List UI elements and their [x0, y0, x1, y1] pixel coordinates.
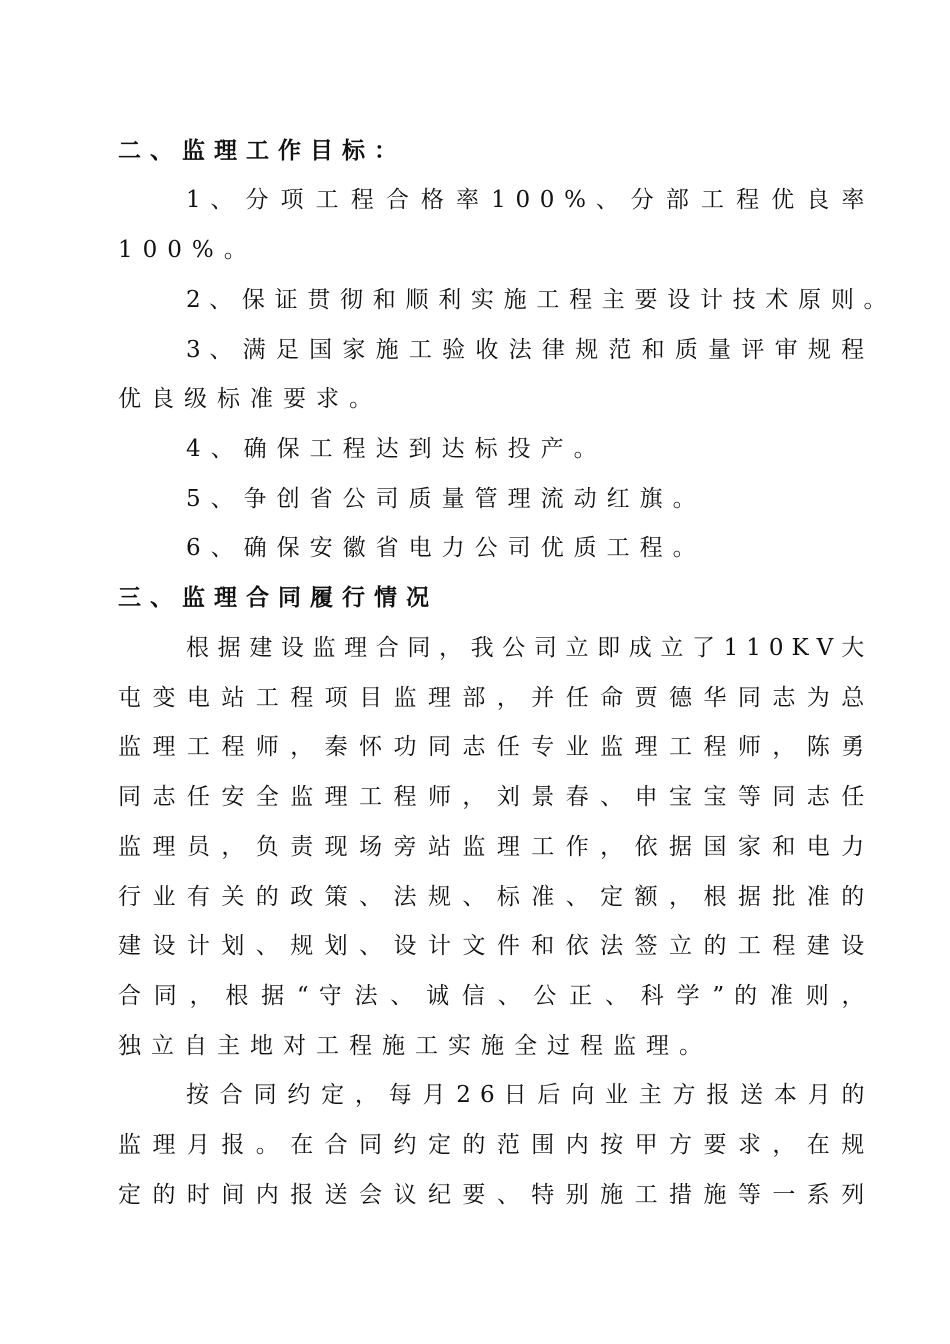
para2-line-1: 按 合 同 约 定 ， 每 月 2 6 日 后 向 业 主 方 报 送 本 月 的	[186, 1082, 865, 1108]
section2-heading: 二、监理工作目标：	[118, 138, 406, 164]
goal-2: 2 、 保 证 贯 彻 和 顺 利 实 施 工 程 主 要 设 计 技 术 原 则 。	[186, 287, 887, 313]
goal-3-line-1: 3 、 满 足 国 家 施 工 验 收 法 律 规 范 和 质 量 评 审 规 程	[186, 337, 865, 363]
goal-1-line-2: 100%。	[118, 237, 257, 263]
para1-line-7: 建 设 计 划 、 规 划 、 设 计 文 件 和 依 法 签 立 的 工 程 建 设	[118, 933, 865, 959]
para1-line-4: 同 志 任 安 全 监 理 工 程 师 ， 刘 景 春 、 申 宝 宝 等 同 志 任	[118, 784, 865, 810]
para1-line-3: 监 理 工 程 师 ， 秦 怀 功 同 志 任 专 业 监 理 工 程 师 ， 陈 勇	[118, 734, 865, 760]
para1-line-8: 合 同 ， 根 据 “ 守 法 、 诚 信 、 公 正 、 科 学 ” 的 准 则 ，	[118, 983, 865, 1009]
goal-3-line-2: 优良级标准要求。	[118, 386, 382, 412]
para1-line-2: 屯 变 电 站 工 程 项 目 监 理 部 ， 并 任 命 贾 德 华 同 志 为 总	[118, 685, 865, 711]
para2-line-2: 监 理 月 报 。 在 合 同 约 定 的 范 围 内 按 甲 方 要 求 ， 在 规	[118, 1132, 865, 1158]
goal-4: 4、确保工程达到达标投产。	[186, 436, 607, 462]
para1-line-6: 行 业 有 关 的 政 策 、 法 规 、 标 准 、 定 额 ， 根 据 批 准 的	[118, 884, 865, 910]
para1-line-5: 监 理 员 ， 负 责 现 场 旁 站 监 理 工 作 ， 依 据 国 家 和 电 力	[118, 834, 865, 860]
goal-6: 6、确保安徽省电力公司优质工程。	[186, 535, 706, 561]
para2-line-3: 定 的 时 间 内 报 送 会 议 纪 要 、 特 别 施 工 措 施 等 一 系 列	[118, 1182, 865, 1208]
section3-heading: 三、监理合同履行情况	[118, 585, 438, 611]
para1-line-1: 根 据 建 设 监 理 合 同 ， 我 公 司 立 即 成 立 了 1 1 0 K V 大	[186, 635, 865, 661]
goal-1-line-1: 1 、 分 项 工 程 合 格 率 1 0 0 % 、 分 部 工 程 优 良 率	[186, 187, 865, 213]
para1-line-9: 独立自主地对工程施工实施全过程监理。	[118, 1033, 712, 1059]
goal-5: 5、争创省公司质量管理流动红旗。	[186, 486, 706, 512]
